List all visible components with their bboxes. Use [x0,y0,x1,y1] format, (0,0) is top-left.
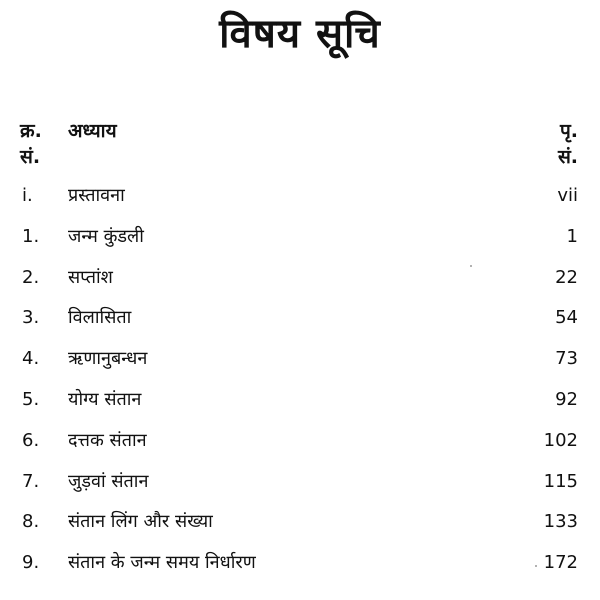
toc-page: 22 [555,266,578,288]
toc-chapter: ऋणानुबन्धन [68,348,148,370]
toc-number: 5. [22,388,40,410]
toc-page: 172 [543,552,578,574]
toc-number: 1. [22,225,40,247]
toc-row[interactable] [0,345,600,386]
header-serial-number: क्र. सं. [20,120,42,168]
page-title: विषय सूचि [219,11,381,57]
toc-page: 133 [543,511,578,533]
toc-chapter: योग्य संतान [68,388,142,410]
header-page-number: पृ. सं. [557,120,578,168]
toc-chapter: दत्तक संतान [68,429,147,451]
toc-row[interactable] [0,508,600,549]
toc-page: 54 [555,307,578,329]
toc-page: 102 [543,429,578,451]
toc-chapter: प्रस्तावना [68,185,125,206]
toc-page: 115 [543,470,578,492]
toc-page: 92 [555,388,578,410]
toc-number: 8. [22,511,40,533]
toc-chapter: संतान लिंग और संख्या [68,511,213,533]
toc-chapter: जन्म कुंडली [68,225,144,247]
toc-number: 4. [22,348,40,370]
toc-number: 9. [22,552,40,574]
toc-list [0,182,600,590]
toc-chapter: जुड़वां संतान [68,470,149,492]
toc-page: vii [557,185,578,206]
toc-row[interactable] [0,549,600,590]
scan-speck [535,565,537,567]
toc-row[interactable] [0,427,600,468]
toc-number: 3. [22,307,40,329]
toc-row[interactable] [0,223,600,264]
toc-page: 73 [555,348,578,370]
toc-row[interactable] [0,386,600,427]
toc-chapter: संतान के जन्म समय निर्धारण [68,552,256,574]
toc-row[interactable] [0,264,600,305]
toc-row[interactable] [0,468,600,509]
scan-speck [470,265,472,267]
toc-number: i. [22,185,33,206]
toc-chapter: विलासिता [68,307,132,329]
toc-page: 1 [566,225,578,247]
toc-number: 7. [22,470,40,492]
toc-number: 2. [22,266,40,288]
toc-row[interactable] [0,304,600,345]
toc-chapter: सप्तांश [68,266,113,288]
toc-row[interactable] [0,182,600,223]
toc-number: 6. [22,429,40,451]
header-chapter: अध्याय [68,120,117,142]
